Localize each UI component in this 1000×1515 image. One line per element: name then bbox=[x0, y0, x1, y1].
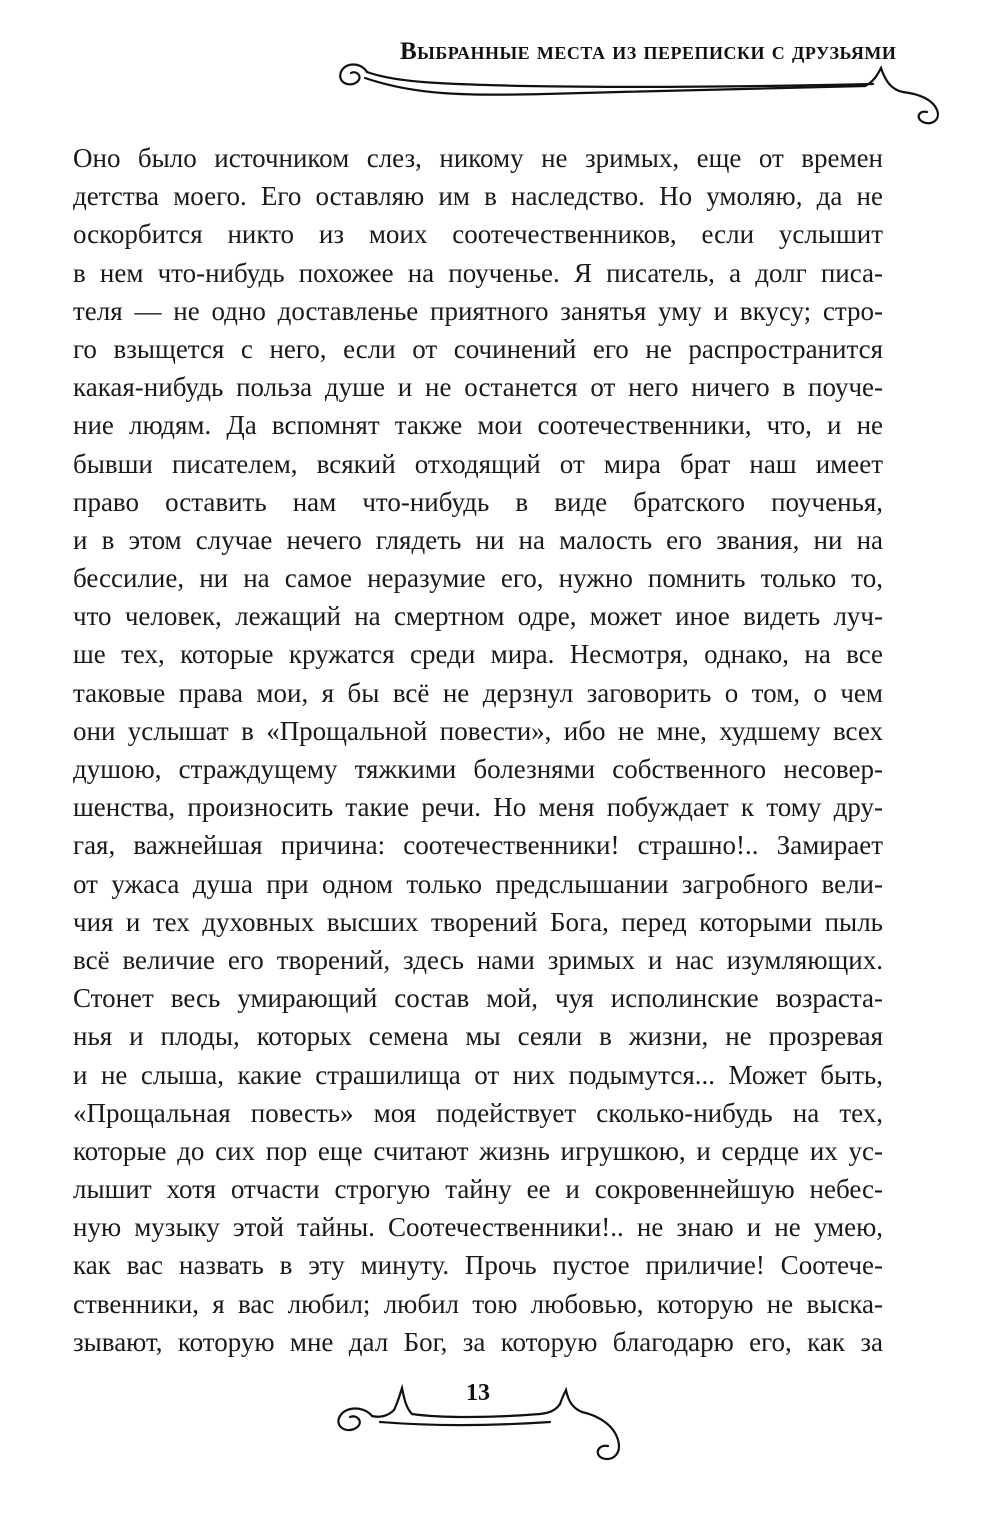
text-line: всё величие его творений, здесь нами зримых и нас изумляющих. bbox=[73, 944, 883, 975]
text-line: которые до сих пор еще считают жизнь игрушкою, и сердце их ус- bbox=[73, 1135, 883, 1166]
text-line: от ужаса душа при одном только предслышании загробного вели- bbox=[73, 868, 883, 899]
text-line: что человек, лежащий на смертном одре, может иное видеть луч- bbox=[73, 601, 883, 632]
text-line: шенства, произносить такие речи. Но меня побуждает к тому дру- bbox=[73, 792, 883, 823]
text-line: теля — не одно доставленье приятного занятья уму и вкусу; стро- bbox=[73, 295, 883, 326]
text-line: и в этом случае нечего глядеть ни на малость его звания, ни на bbox=[73, 524, 883, 555]
text-line: гая, важнейшая причина: соотечественники! страшно!.. Замирает bbox=[73, 830, 883, 861]
text-line: зывают, которую мне дал Бог, за которую благодарю его, как за bbox=[73, 1326, 883, 1357]
text-line: право оставить нам что-нибудь в виде братского поученья, bbox=[73, 486, 883, 517]
text-line: Стонет весь умирающий состав мой, чуя исполинские возраста- bbox=[73, 983, 883, 1014]
text-line: какая-нибудь польза душе и не останется от него ничего в поуче- bbox=[73, 372, 883, 403]
text-line: оскорбится никто из моих соотечественников, если услышит bbox=[73, 219, 883, 250]
text-line: чия и тех духовных высших творений Бога, перед которыми пыль bbox=[73, 906, 883, 937]
text-line: детства моего. Его оставляю им в наследство. Но умоляю, да не bbox=[73, 181, 883, 212]
text-line: лышит хотя отчасти строгую тайну ее и сокровеннейшую небес- bbox=[73, 1174, 883, 1205]
text-line: нья и плоды, которых семена мы сеяли в жизни, не прозревая bbox=[73, 1021, 883, 1052]
text-line: ние людям. Да вспомнят также мои соотечественники, что, и не bbox=[73, 410, 883, 441]
text-line: Оно было источником слез, никому не зримых, еще от времен bbox=[73, 143, 883, 173]
text-line: го взыщется с него, если от сочинений его не распространится bbox=[73, 333, 883, 364]
text-line: ше тех, которые кружатся среди мира. Несмотря, однако, на все bbox=[73, 639, 883, 670]
text-line: ственники, я вас любил; любил тою любовью, которую не выска- bbox=[73, 1288, 883, 1319]
body-text bbox=[73, 139, 883, 1361]
text-line: как вас назвать в эту минуту. Прочь пустое приличие! Соотече- bbox=[73, 1250, 883, 1281]
text-line: они услышат в «Прощальной повести», ибо не мне, худшему всех bbox=[73, 715, 883, 746]
text-line: «Прощальная повесть» моя подействует сколько-нибудь на тех, bbox=[73, 1097, 883, 1128]
page-number: 13 bbox=[466, 1380, 490, 1406]
text-line: душою, страждущему тяжкими болезнями собственного несовер- bbox=[73, 754, 883, 784]
text-line: бывши писателем, всякий отходящий от мира брат наш имеет bbox=[73, 448, 883, 479]
running-header-title: Выбранные места из переписки с друзьями bbox=[400, 38, 897, 65]
text-line: бессилие, ни на самое неразумие его, нужно помнить только то, bbox=[73, 563, 883, 594]
text-line: в нем что-нибудь похожее на поученье. Я писатель, а долг писа- bbox=[73, 257, 883, 288]
text-line: и не слыша, какие страшилища от них подымутся... Может быть, bbox=[73, 1059, 883, 1090]
text-line: ную музыку этой тайны. Соотечественники!.. не знаю и не умею, bbox=[73, 1212, 883, 1243]
text-line: таковые права мои, я бы всё не дерзнул заговорить о том, о чем bbox=[73, 677, 883, 708]
